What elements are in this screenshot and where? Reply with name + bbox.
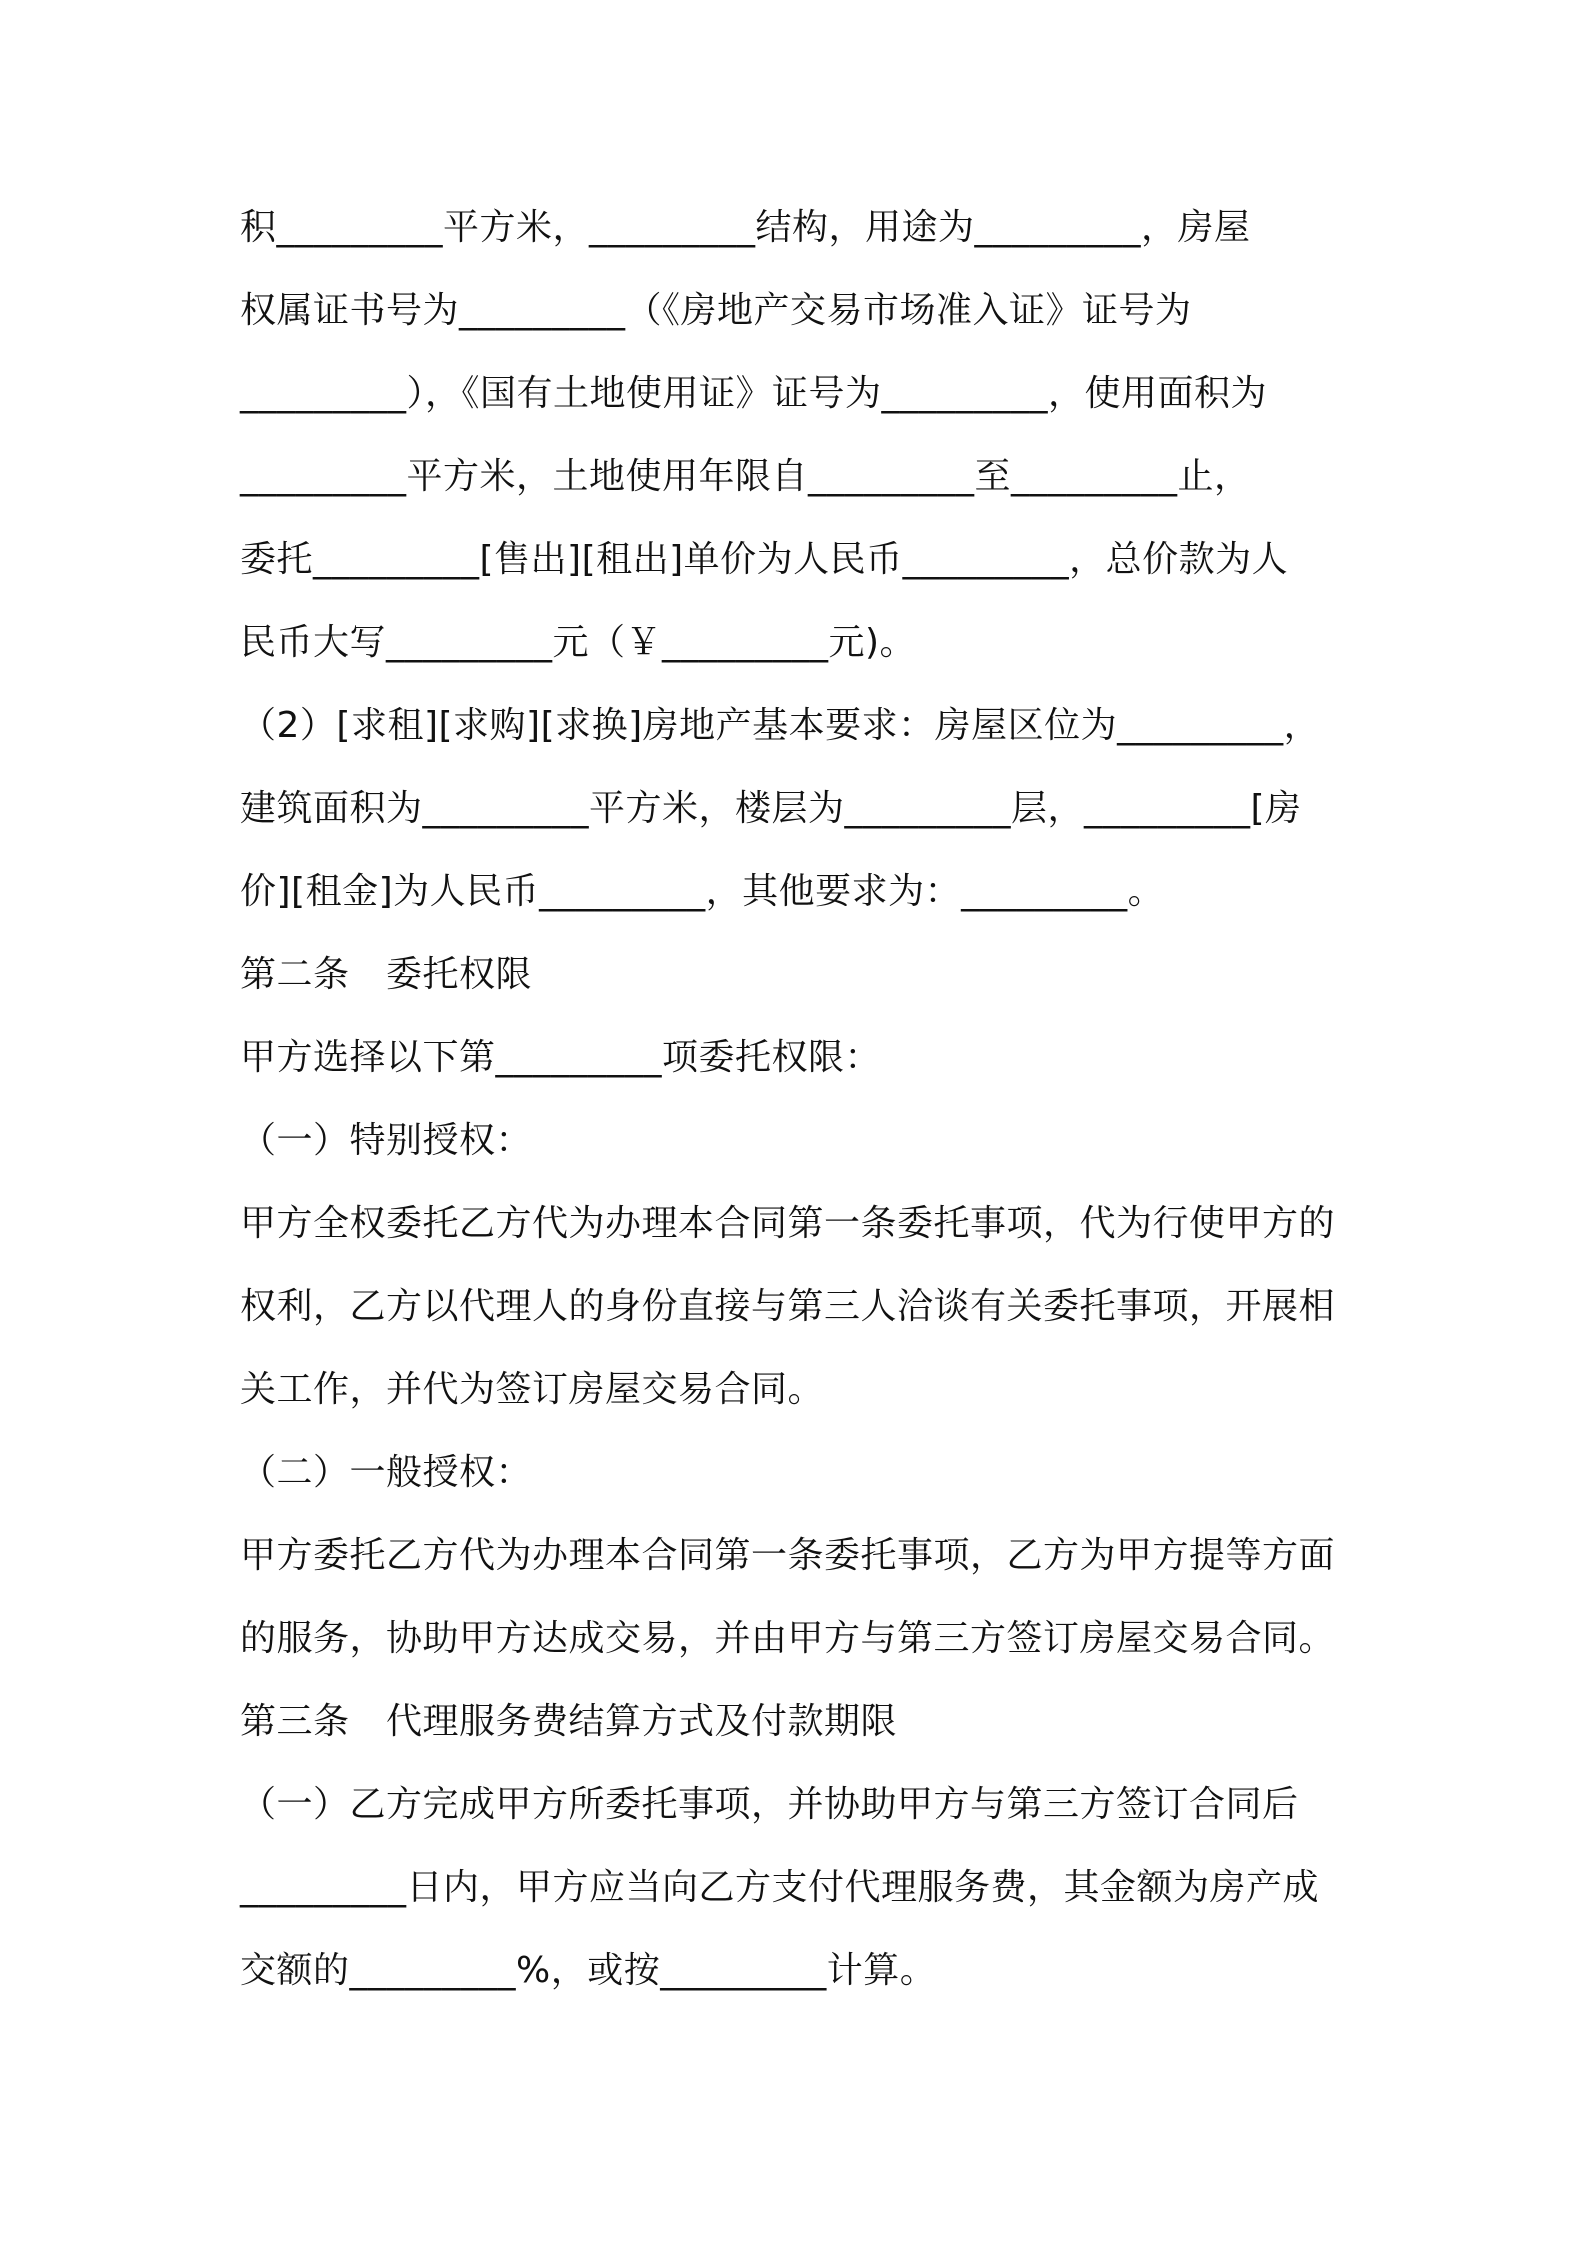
text-line: 积_________平方米，_________结构，用途为_________，房屋 bbox=[240, 207, 1251, 248]
text-line: _________平方米，土地使用年限自_________至_________止， bbox=[240, 456, 1251, 497]
text-line: 建筑面积为_________平方米，楼层为_________层，_________[房 bbox=[240, 788, 1302, 829]
text-line: 交额的_________%，或按_________计算。 bbox=[240, 1950, 937, 1991]
subsection-heading: （一）特别授权： bbox=[240, 1120, 533, 1161]
text-line: 价][租金]为人民币_________，其他要求为：_________。 bbox=[240, 871, 1165, 912]
text-line: 甲方委托乙方代为办理本合同第一条委托事项，乙方为甲方提等方面 bbox=[240, 1535, 1336, 1576]
text-line: 的服务，协助甲方达成交易，并由甲方与第三方签订房屋交易合同。 bbox=[240, 1618, 1336, 1659]
text-line: 权利，乙方以代理人的身份直接与第三人洽谈有关委托事项，开展相 bbox=[240, 1286, 1336, 1327]
text-line: （2）[求租][求购][求换]房地产基本要求：房屋区位为_________， bbox=[240, 705, 1321, 746]
section-heading: 第三条 代理服务费结算方式及付款期限 bbox=[240, 1701, 898, 1742]
text-line: （一）乙方完成甲方所委托事项，并协助甲方与第三方签订合同后 bbox=[240, 1784, 1299, 1825]
text-line: 委托_________[售出][租出]单价为人民币_________，总价款为人 bbox=[240, 539, 1289, 580]
text-line: 权属证书号为_________（《房地产交易市场准入证》证号为 bbox=[240, 290, 1192, 331]
section-heading: 第二条 委托权限 bbox=[240, 954, 533, 995]
text-line: 民币大写_________元（￥_________元)。 bbox=[240, 622, 917, 663]
text-line: _________），《国有土地使用证》证号为_________，使用面积为 bbox=[240, 373, 1268, 414]
text-line: 甲方全权委托乙方代为办理本合同第一条委托事项，代为行使甲方的 bbox=[240, 1203, 1336, 1244]
text-line: 关工作，并代为签订房屋交易合同。 bbox=[240, 1369, 825, 1410]
text-line: _________日内，甲方应当向乙方支付代理服务费，其金额为房产成 bbox=[240, 1867, 1320, 1908]
text-line: 甲方选择以下第_________项委托权限： bbox=[240, 1037, 882, 1078]
subsection-heading: （二）一般授权： bbox=[240, 1452, 533, 1493]
